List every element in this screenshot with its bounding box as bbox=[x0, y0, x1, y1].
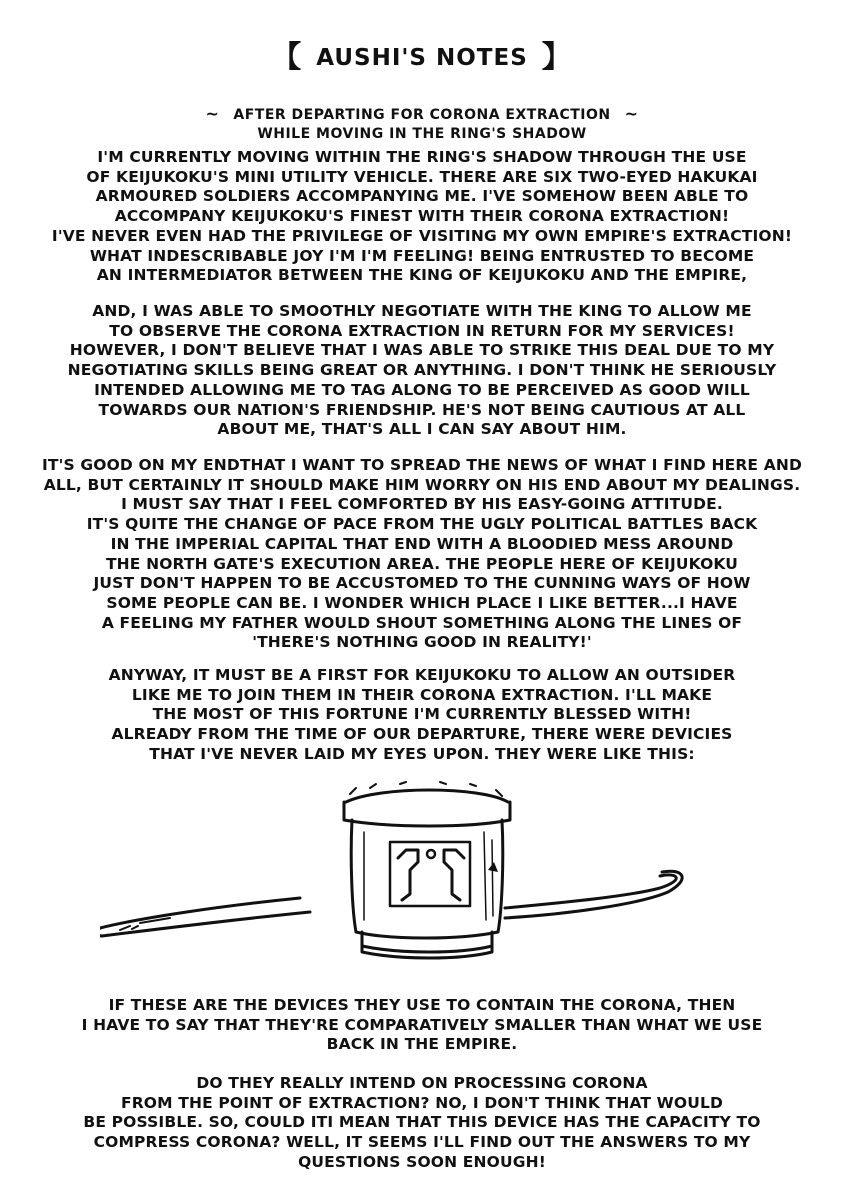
paragraph-1 bbox=[0, 148, 844, 286]
paragraph-6 bbox=[0, 1074, 844, 1173]
paragraph-line: IT'S GOOD ON MY ENDTHAT I WANT TO SPREAD THE NEWS OF WHAT I FIND HERE AND bbox=[41, 456, 802, 474]
subtitle-text-1: AFTER DEPARTING FOR CORONA EXTRACTION bbox=[233, 107, 611, 123]
paragraph-line: ANYWAY, IT MUST BE A FIRST FOR KEIJUKOKU TO ALLOW AN OUTSIDER bbox=[108, 666, 736, 684]
subtitle-line-2: WHILE MOVING IN THE RING'S SHADOW bbox=[257, 126, 587, 142]
paragraph-line: ABOUT ME, THAT'S ALL I CAN SAY ABOUT HIM. bbox=[217, 420, 627, 439]
paragraph-line: IT'S QUITE THE CHANGE OF PACE FROM THE UGLY POLITICAL BATTLES BACK bbox=[86, 515, 758, 534]
paragraph-4 bbox=[0, 666, 844, 765]
paragraph-line: FROM THE POINT OF EXTRACTION? NO, I DON'T THINK THAT WOULD bbox=[120, 1093, 724, 1112]
subtitle-tilde-left: ~ bbox=[205, 104, 220, 123]
paragraph-line: I'VE NEVER EVEN HAD THE PRIVILEGE OF VISITING MY OWN EMPIRE'S EXTRACTION! bbox=[51, 226, 793, 245]
paragraph-line: OF KEIJUKOKU'S MINI UTILITY VEHICLE. THERE ARE SIX TWO-EYED HAKUKAI bbox=[86, 167, 758, 186]
paragraph-3 bbox=[0, 456, 844, 653]
title-text: AUSHI'S NOTES bbox=[316, 45, 528, 71]
subtitle-line-1 bbox=[0, 104, 844, 125]
paragraph-line: SOME PEOPLE CAN BE. I WONDER WHICH PLACE I LIKE BETTER...I HAVE bbox=[106, 593, 738, 612]
paragraph-line: JUST DON'T HAPPEN TO BE ACCUSTOMED TO THE CUNNING WAYS OF HOW bbox=[93, 574, 751, 593]
paragraph-line: AND, I WAS ABLE TO SMOOTHLY NEGOTIATE WITH THE KING TO ALLOW ME bbox=[92, 302, 752, 320]
paragraph-line: QUESTIONS SOON ENOUGH! bbox=[298, 1152, 546, 1171]
paragraph-line: HOWEVER, I DON'T BELIEVE THAT I WAS ABLE TO STRIKE THIS DEAL DUE TO MY bbox=[69, 341, 775, 360]
paragraph-line: ALREADY FROM THE TIME OF OUR DEPARTURE, THERE WERE DEVICIES bbox=[111, 725, 733, 744]
paragraph-line: DO THEY REALLY INTEND ON PROCESSING CORONA bbox=[196, 1074, 648, 1092]
title-bracket-left: 【 bbox=[271, 40, 303, 75]
page-title bbox=[0, 32, 844, 76]
paragraph-line: THAT I'VE NEVER LAID MY EYES UPON. THEY WERE LIKE THIS: bbox=[149, 744, 695, 763]
paragraph-line: ALL, BUT CERTAINLY IT SHOULD MAKE HIM WORRY ON HIS END ABOUT MY DEALINGS. bbox=[43, 475, 801, 494]
paragraph-line: INTENDED ALLOWING ME TO TAG ALONG TO BE PERCEIVED AS GOOD WILL bbox=[94, 380, 750, 399]
paragraph-line: THE MOST OF THIS FORTUNE I'M CURRENTLY BLESSED WITH! bbox=[152, 705, 692, 724]
paragraph-line: I'M CURRENTLY MOVING WITHIN THE RING'S SHADOW THROUGH THE USE bbox=[97, 148, 747, 166]
paragraph-line: BACK IN THE EMPIRE. bbox=[326, 1035, 518, 1054]
paragraph-line: TOWARDS OUR NATION'S FRIENDSHIP. HE'S NOT BEING CAUTIOUS AT ALL bbox=[98, 400, 746, 419]
paragraph-2 bbox=[0, 302, 844, 440]
paragraph-line: TO OBSERVE THE CORONA EXTRACTION IN RETURN FOR MY SERVICES! bbox=[109, 321, 735, 340]
paragraph-line: WHAT INDESCRIBABLE JOY I'M I'M FEELING! BEING ENTRUSTED TO BECOME bbox=[89, 246, 755, 265]
paragraph-line: A FEELING MY FATHER WOULD SHOUT SOMETHING ALONG THE LINES OF bbox=[101, 613, 743, 632]
paragraph-5 bbox=[0, 996, 844, 1055]
paragraph-line: BE POSSIBLE. SO, COULD ITI MEAN THAT THIS DEVICE HAS THE CAPACITY TO bbox=[83, 1113, 761, 1132]
paragraph-line: ACCOMPANY KEIJUKOKU'S FINEST WITH THEIR CORONA EXTRACTION! bbox=[114, 207, 730, 226]
paragraph-line: NEGOTIATING SKILLS BEING GREAT OR ANYTHING. I DON'T THINK HE SERIOUSLY bbox=[67, 361, 777, 380]
paragraph-line: THE NORTH GATE'S EXECUTION AREA. THE PEOPLE HERE OF KEIJUKOKU bbox=[105, 554, 739, 573]
paragraph-line: ARMOURED SOLDIERS ACCOMPANYING ME. I'VE SOMEHOW BEEN ABLE TO bbox=[95, 187, 749, 206]
paragraph-line: AN INTERMEDIATOR BETWEEN THE KING OF KEIJUKOKU AND THE EMPIRE, bbox=[96, 266, 748, 285]
paragraph-line: IN THE IMPERIAL CAPITAL THAT END WITH A BLOODIED MESS AROUND bbox=[110, 534, 734, 553]
paragraph-line: LIKE ME TO JOIN THEM IN THEIR CORONA EXTRACTION. I'LL MAKE bbox=[131, 685, 713, 704]
paragraph-line: COMPRESS CORONA? WELL, IT SEEMS I'LL FIND OUT THE ANSWERS TO MY bbox=[93, 1133, 751, 1152]
subtitle-tilde-right: ~ bbox=[624, 104, 639, 123]
paragraph-line: 'THERE'S NOTHING GOOD IN REALITY!' bbox=[252, 633, 592, 652]
title-bracket-right: 】 bbox=[541, 40, 573, 75]
paragraph-line: I HAVE TO SAY THAT THEY'RE COMPARATIVELY SMALLER THAN WHAT WE USE bbox=[81, 1015, 763, 1034]
paragraph-line: IF THESE ARE THE DEVICES THEY USE TO CONTAIN THE CORONA, THEN bbox=[108, 996, 736, 1014]
paragraph-line: I MUST SAY THAT I FEEL COMFORTED BY HIS EASY-GOING ATTITUDE. bbox=[121, 495, 723, 514]
page-subtitle bbox=[0, 104, 844, 144]
device-sketch-illustration bbox=[100, 780, 720, 980]
